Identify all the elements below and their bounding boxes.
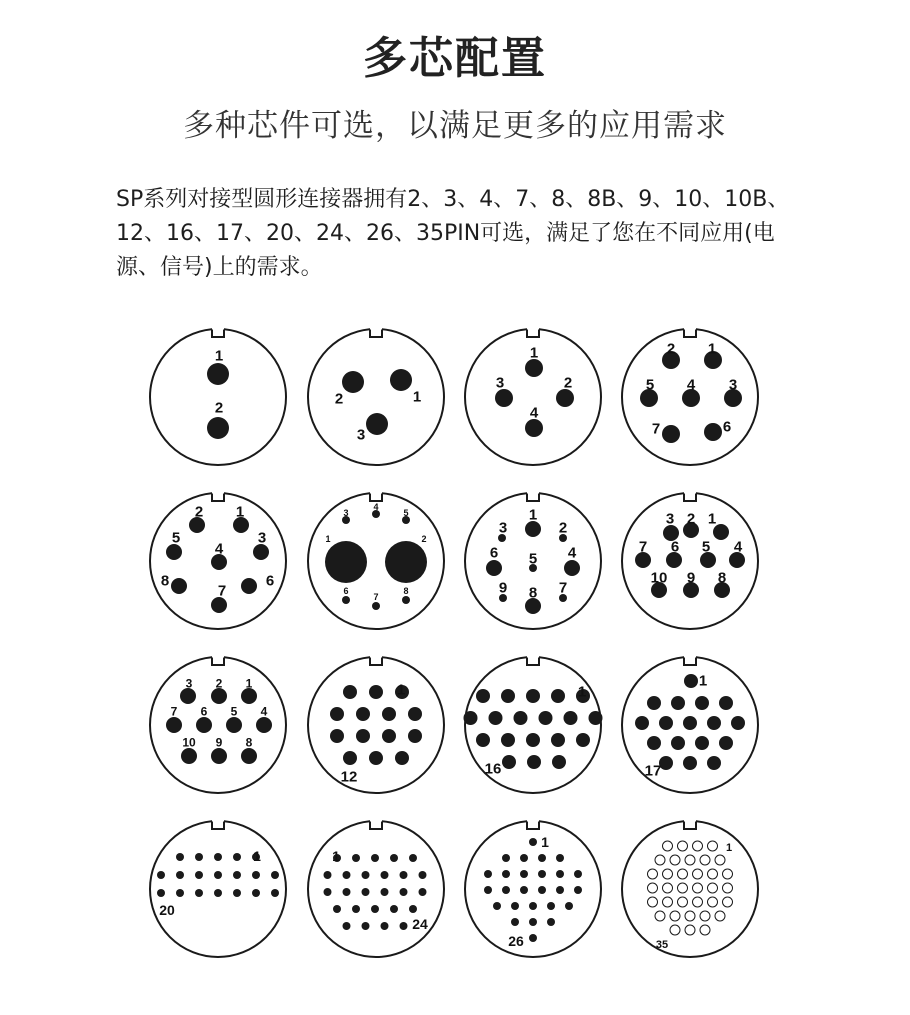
pin: [683, 756, 697, 770]
pin: [529, 934, 537, 942]
pin-label: 8: [160, 572, 170, 590]
pin: [693, 841, 703, 851]
page-subtitle: 多种芯件可选，以满足更多的应用需求: [183, 108, 727, 144]
pin: [324, 871, 332, 879]
pin-label: 3: [498, 519, 508, 537]
pin-label: 1: [253, 848, 261, 865]
pin: [486, 560, 502, 576]
pin-label: 2: [334, 390, 344, 408]
pin: [648, 897, 658, 907]
pin: [662, 425, 680, 443]
pin: [684, 674, 698, 688]
pin: [195, 889, 203, 897]
pin: [723, 869, 733, 879]
pin: [693, 897, 703, 907]
pin: [195, 871, 203, 879]
pin: [233, 853, 241, 861]
pin: [343, 751, 357, 765]
pin: [685, 925, 695, 935]
pin-label: 4: [214, 540, 224, 558]
pin: [708, 897, 718, 907]
pin-label: 1: [577, 683, 587, 701]
pin-label: 5: [528, 550, 538, 568]
pin: [565, 902, 573, 910]
pin: [647, 736, 661, 750]
pin: [647, 696, 661, 710]
pin: [556, 854, 564, 862]
pin: [501, 733, 515, 747]
pin: [663, 883, 673, 893]
pin: [576, 733, 590, 747]
pin-label: 6: [722, 418, 732, 436]
key-notch-mask: [370, 492, 382, 501]
pin: [700, 911, 710, 921]
pin: [719, 736, 733, 750]
pin: [390, 369, 412, 391]
pin: [362, 871, 370, 879]
connector-outline: [622, 821, 758, 957]
pin: [663, 869, 673, 879]
key-notch-mask: [527, 820, 539, 829]
pin: [181, 748, 197, 764]
pin: [520, 870, 528, 878]
pin: [233, 889, 241, 897]
pin: [180, 688, 196, 704]
pin: [484, 870, 492, 878]
pin-label: 2: [215, 676, 223, 691]
pin-label: 2: [563, 374, 573, 392]
pin-label: 5: [645, 376, 655, 394]
pin-label: 6: [265, 572, 275, 590]
pin-label: 7: [170, 704, 178, 719]
pin: [330, 729, 344, 743]
connector-4: [465, 328, 601, 465]
pin: [635, 716, 649, 730]
pin-label: 4: [260, 704, 268, 719]
pin: [731, 716, 745, 730]
pin-label: 9: [215, 735, 223, 750]
pin: [343, 888, 351, 896]
pin: [671, 736, 685, 750]
pin: [333, 905, 341, 913]
pin: [214, 889, 222, 897]
pin: [381, 888, 389, 896]
connector-16: [464, 656, 603, 793]
pin: [400, 871, 408, 879]
pin: [256, 717, 272, 733]
connector-10b: [150, 656, 286, 793]
key-notch-mask: [684, 492, 696, 501]
connector-outline: [308, 329, 444, 465]
pin: [211, 688, 227, 704]
pin: [538, 886, 546, 894]
pin: [342, 371, 364, 393]
pin-label: 4: [686, 376, 696, 394]
pin: [648, 883, 658, 893]
pin: [343, 685, 357, 699]
connector-12: [308, 656, 444, 793]
pin: [419, 871, 427, 879]
key-notch-mask: [212, 328, 224, 337]
pin: [385, 541, 427, 583]
pin: [551, 733, 565, 747]
pin-label: 6: [200, 704, 208, 719]
pin: [547, 918, 555, 926]
pin: [502, 755, 516, 769]
pin: [241, 748, 257, 764]
pin-label: 6: [489, 544, 499, 562]
pin: [551, 689, 565, 703]
pin-label: 7: [638, 538, 648, 556]
pin-label: 26: [508, 933, 524, 950]
pin-label: 2: [194, 503, 204, 521]
pin-label: 12: [340, 768, 358, 786]
pin: [695, 736, 709, 750]
pin: [719, 696, 733, 710]
pin: [330, 707, 344, 721]
key-notch-mask: [212, 820, 224, 829]
connector-outline: [308, 657, 444, 793]
pin: [529, 838, 537, 846]
pin: [556, 389, 574, 407]
connector-24: [308, 820, 444, 957]
pin-label: 1: [214, 347, 224, 365]
key-notch-mask: [684, 328, 696, 337]
pin: [176, 889, 184, 897]
pin: [723, 883, 733, 893]
pin-label: 2: [214, 399, 224, 417]
pin-label: 8: [717, 569, 727, 587]
pin: [356, 707, 370, 721]
pin: [589, 711, 603, 725]
pin: [241, 578, 257, 594]
pin: [362, 888, 370, 896]
pin-label: 9: [498, 579, 508, 597]
pin-label: 1: [541, 834, 549, 851]
pin: [489, 711, 503, 725]
pin: [526, 733, 540, 747]
pin-label: 1: [332, 848, 340, 865]
pin: [708, 869, 718, 879]
pin: [671, 696, 685, 710]
pin: [352, 905, 360, 913]
pin-label: 3: [185, 676, 193, 691]
pin-label: 4: [567, 544, 577, 562]
pin: [252, 889, 260, 897]
pin: [511, 902, 519, 910]
pin: [195, 853, 203, 861]
pin: [369, 685, 383, 699]
pin: [715, 911, 725, 921]
pin: [574, 870, 582, 878]
pin: [655, 911, 665, 921]
pin-label: 6: [343, 586, 349, 597]
pin: [695, 696, 709, 710]
pin: [271, 871, 279, 879]
key-notch-mask: [527, 492, 539, 501]
pin-label: 9: [686, 569, 696, 587]
pin-label: 7: [217, 582, 227, 600]
pin: [464, 711, 478, 725]
pin: [678, 841, 688, 851]
pin: [214, 871, 222, 879]
pin: [715, 855, 725, 865]
key-notch-mask: [212, 656, 224, 665]
connector-2: [150, 328, 286, 465]
pin: [704, 423, 722, 441]
pin-label: 2: [666, 340, 676, 358]
pin: [395, 751, 409, 765]
pin: [207, 417, 229, 439]
pin: [693, 869, 703, 879]
pin-label: 1: [725, 841, 733, 854]
pin: [670, 855, 680, 865]
pin-label: 3: [728, 376, 738, 394]
key-notch-mask: [370, 656, 382, 665]
pin-label: 7: [373, 592, 379, 603]
pin-label: 8: [403, 586, 409, 597]
pin-label: 16: [484, 760, 502, 778]
pin: [655, 855, 665, 865]
pin: [352, 854, 360, 862]
pin: [400, 922, 408, 930]
pin: [372, 602, 380, 610]
pin: [685, 855, 695, 865]
pin: [157, 871, 165, 879]
pin-label: 1: [412, 388, 422, 406]
connector-20: [150, 820, 286, 957]
pin: [683, 716, 697, 730]
pin-label: 8: [528, 584, 538, 602]
pin: [525, 359, 543, 377]
pin-label: 3: [665, 510, 675, 528]
key-notch-mask: [684, 820, 696, 829]
key-notch-mask: [527, 656, 539, 665]
pin: [707, 756, 721, 770]
pin: [502, 854, 510, 862]
pin: [525, 419, 543, 437]
pin: [408, 707, 422, 721]
pin-label: 10: [650, 569, 668, 587]
pin: [663, 841, 673, 851]
pin-label: 20: [159, 902, 175, 919]
pin-label: 7: [558, 579, 568, 597]
pin-label: 1: [707, 340, 717, 358]
pin: [539, 711, 553, 725]
pin: [495, 389, 513, 407]
pin: [527, 755, 541, 769]
pin-label: 1: [528, 506, 538, 524]
pin: [670, 911, 680, 921]
key-notch-mask: [684, 656, 696, 665]
connector-26: [465, 820, 601, 957]
pin: [493, 902, 501, 910]
page-title: 多芯配置: [363, 33, 547, 84]
pin-label: 1: [396, 681, 406, 699]
pin: [362, 922, 370, 930]
pin: [241, 688, 257, 704]
pin: [514, 711, 528, 725]
pin-label: 24: [412, 916, 428, 933]
pin-label: 3: [356, 426, 366, 444]
pin: [343, 922, 351, 930]
pin: [402, 596, 410, 604]
pin: [526, 689, 540, 703]
pin-label: 5: [701, 538, 711, 556]
pin-label: 1: [529, 344, 539, 362]
pin: [211, 748, 227, 764]
key-notch-mask: [527, 328, 539, 337]
pin: [342, 596, 350, 604]
pin: [390, 905, 398, 913]
pin: [371, 854, 379, 862]
pin: [171, 578, 187, 594]
key-notch-mask: [212, 492, 224, 501]
pin: [409, 854, 417, 862]
pin: [574, 886, 582, 894]
connector-35: [622, 820, 758, 957]
pin-label: 10: [182, 735, 196, 750]
pin: [663, 897, 673, 907]
pin: [166, 717, 182, 733]
pin: [547, 902, 555, 910]
pin-label: 3: [343, 508, 349, 519]
pin: [700, 855, 710, 865]
pin: [520, 854, 528, 862]
connector-10: [622, 492, 758, 629]
pin: [233, 871, 241, 879]
pin: [390, 854, 398, 862]
pin-label: 5: [230, 704, 238, 719]
pin: [707, 716, 721, 730]
pin: [538, 854, 546, 862]
pin-label: 1: [245, 676, 253, 691]
pin: [408, 729, 422, 743]
pin-label: 4: [373, 502, 379, 513]
pin: [529, 918, 537, 926]
pin-label: 4: [529, 404, 539, 422]
pin: [176, 853, 184, 861]
pin: [400, 888, 408, 896]
pin-label: 1: [235, 503, 245, 521]
pin: [670, 925, 680, 935]
pin: [501, 689, 515, 703]
pin: [678, 897, 688, 907]
pin: [476, 689, 490, 703]
pin: [552, 755, 566, 769]
pin-label: 4: [733, 538, 743, 556]
pin: [382, 707, 396, 721]
connector-17: [622, 656, 758, 793]
connector-8b: [308, 492, 444, 629]
pin-label: 17: [644, 762, 662, 780]
pin: [723, 897, 733, 907]
pin: [648, 869, 658, 879]
pin-label: 3: [257, 529, 267, 547]
pin: [196, 717, 212, 733]
pin: [538, 870, 546, 878]
pin: [343, 871, 351, 879]
pin: [476, 733, 490, 747]
pin: [369, 751, 383, 765]
pin: [685, 911, 695, 921]
connector-3: [308, 328, 444, 465]
pin: [556, 886, 564, 894]
pin-label: 2: [558, 519, 568, 537]
pin: [381, 922, 389, 930]
pin: [678, 869, 688, 879]
pin: [325, 541, 367, 583]
key-notch-mask: [370, 328, 382, 337]
pin-label: 3: [495, 374, 505, 392]
pin: [529, 902, 537, 910]
pin: [708, 841, 718, 851]
pin: [556, 870, 564, 878]
pin: [564, 560, 580, 576]
pin: [511, 918, 519, 926]
pin: [484, 886, 492, 894]
pin-label: 35: [655, 938, 669, 951]
pin: [409, 905, 417, 913]
key-notch-mask: [370, 820, 382, 829]
pin: [366, 413, 388, 435]
pin: [157, 889, 165, 897]
pin-label: 1: [698, 672, 708, 690]
pin-label: 1: [707, 510, 717, 528]
pin-label: 5: [171, 529, 181, 547]
pin: [214, 853, 222, 861]
pin: [520, 886, 528, 894]
pin: [564, 711, 578, 725]
pin: [693, 883, 703, 893]
pin: [176, 871, 184, 879]
pin: [271, 889, 279, 897]
pin: [207, 363, 229, 385]
pin: [324, 888, 332, 896]
pin: [659, 716, 673, 730]
pin: [382, 729, 396, 743]
pin: [419, 888, 427, 896]
pin-label: 6: [670, 538, 680, 556]
connector-grid: [0, 320, 910, 970]
pin-label: 1: [325, 534, 331, 545]
pin-label: 2: [421, 534, 427, 545]
pin-label: 8: [245, 735, 253, 750]
pin: [252, 871, 260, 879]
pin-label: 2: [686, 510, 696, 528]
connector-8: [150, 492, 286, 629]
pin: [226, 717, 242, 733]
description-text: SP系列对接型圆形连接器拥有2、3、4、7、8、8B、9、10、10B、12、16、17、20、24、26、35PIN可选，满足了您在不同应用(电源、信号)上的需求。: [116, 187, 790, 280]
pin-label: 7: [651, 420, 661, 438]
pin: [708, 883, 718, 893]
pin: [356, 729, 370, 743]
pin: [678, 883, 688, 893]
pin: [502, 870, 510, 878]
pin: [502, 886, 510, 894]
pin: [381, 871, 389, 879]
connector-9: [465, 492, 601, 629]
pin: [371, 905, 379, 913]
pin: [700, 925, 710, 935]
pin-label: 5: [403, 508, 409, 519]
connector-7: [622, 328, 758, 465]
